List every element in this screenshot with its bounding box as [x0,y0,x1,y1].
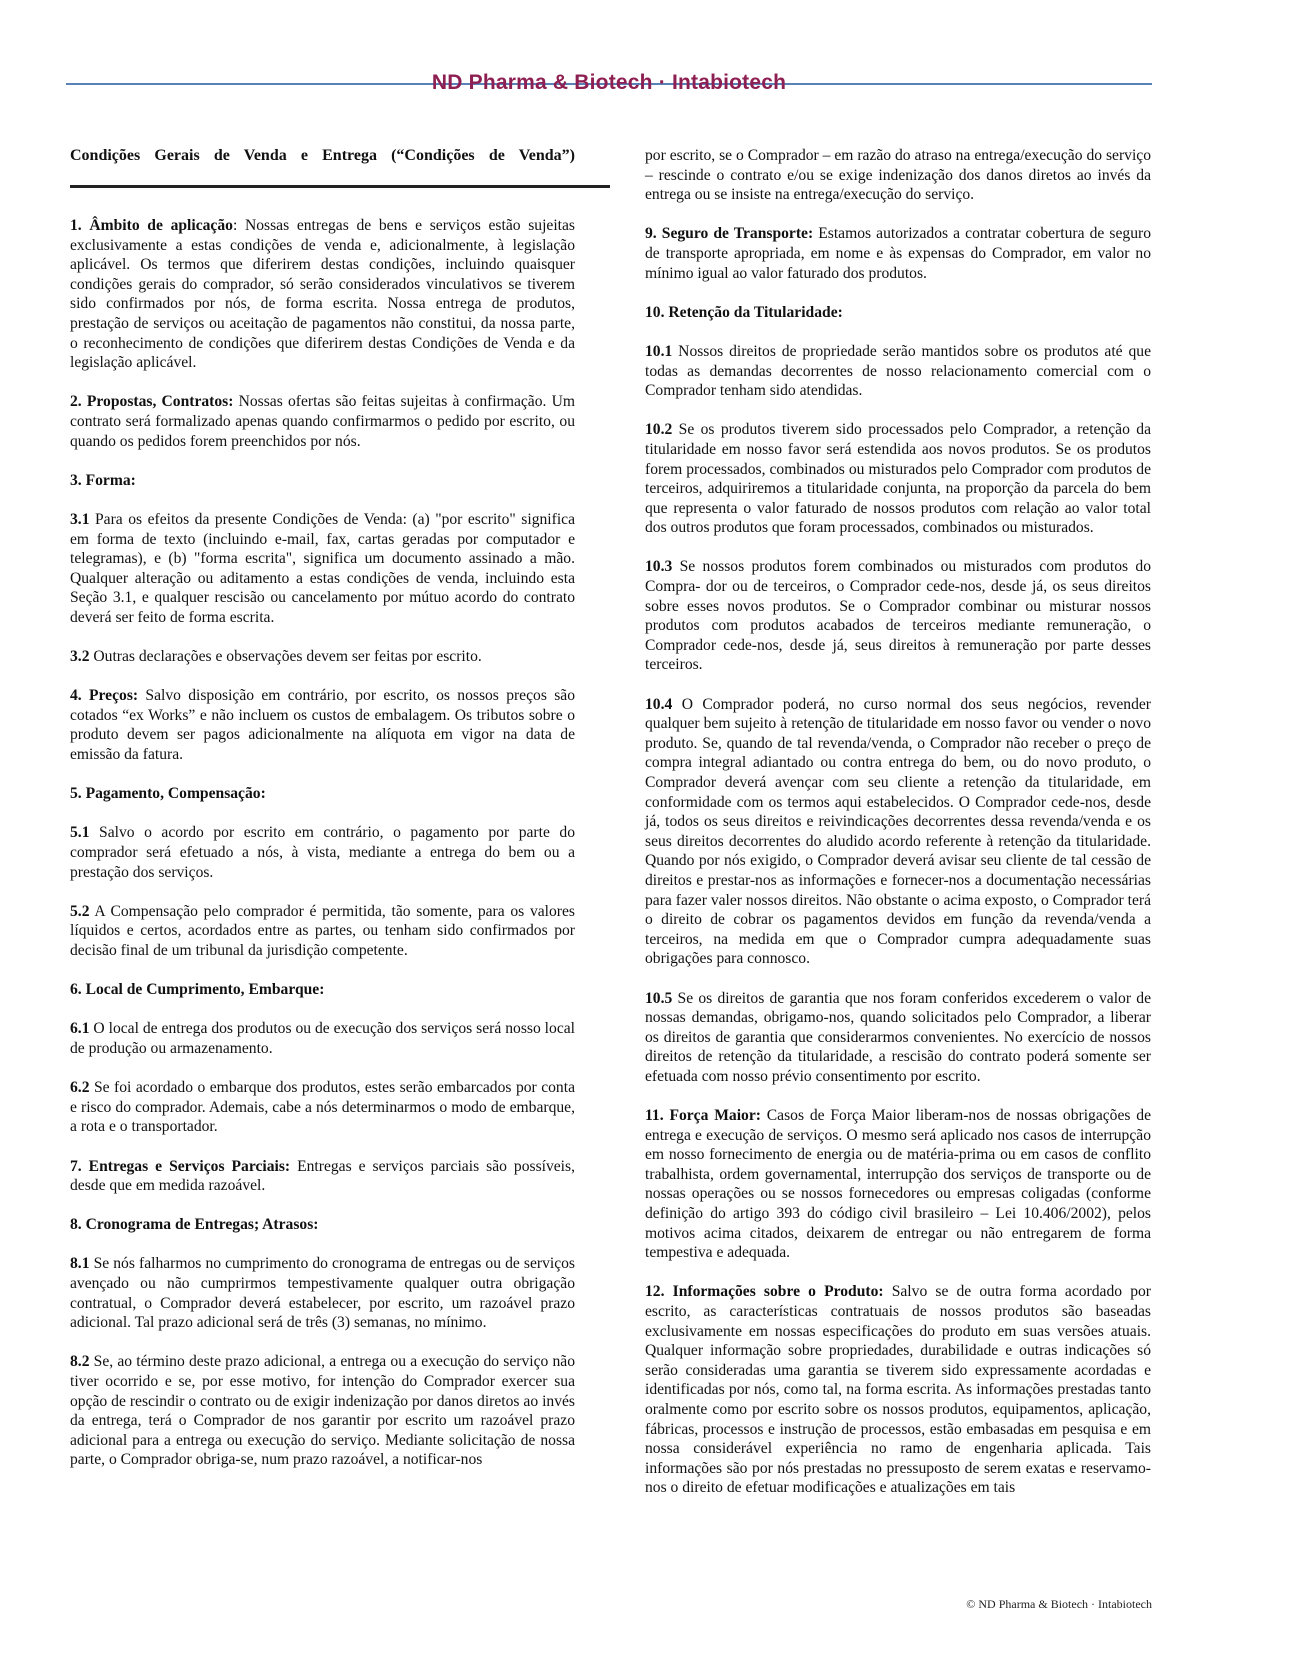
clause-label: 7. Entregas e Serviços Parciais: [70,1157,291,1175]
section-heading: 5. Pagamento, Compensação: [70,785,266,803]
clause-label: 8.1 [70,1255,90,1273]
clause-text: O local de entrega dos produtos ou de execução dos serviços será nosso local de produção ou armazenamento. [70,1020,575,1057]
clause-label: 10.4 [645,695,673,713]
clause-paragraph [645,557,1151,675]
clause-text: Se os produtos tiverem sido processados pelo Comprador, a retenção da titularidade em nosso favor será estendida aos novos produtos. Se os produtos forem processados, combinados ou misturados pelo Comprador com produtos de terceiros, adquiriremos a titularidade conjunta, na proporção da parcela do bem que representa o valor faturado de nossos produtos com relação ao valor total dos outros produtos que foram processados, combinados ou misturados. [645,421,1151,537]
document-title: Condições Gerais de Venda e Entrega (“Condições de Venda”) [70,147,575,164]
right-column [645,146,1151,1518]
clause-paragraph [70,510,575,628]
clause-label: 1. Âmbito de aplicação [70,217,233,234]
clause-label: 10.1 [645,342,673,360]
clause-text: Entregas e serviços parciais são possíveis, desde que em medida razoável. [70,1157,575,1195]
clause-text: Casos de Força Maior liberam-nos de nossas obrigações de entrega e execução de serviços. O mesmo será aplicado nos casos de interrupção em nosso fornecimento de energia ou de matéria-prima ou em casos de conflito trabalhista, ordem governamental, interrupção dos serviços de transporte ou de nossas operações ou se nossos fornecedores ou empresas coligadas (conforme definição do artigo 393 do código civil brasileiro – Lei 10.406/2002), pelos motivos acima citados, deixarem de entregar ou não entregarem de forma tempestiva e adequada. [645,1107,1151,1262]
clause-label: 4. Preços: [70,687,139,705]
clause-text: : Nossas entregas de bens e serviços estão sujeitas exclusivamente a estas condições de venda e, adicionalmente, à legislação aplicável. Os termos que diferirem destas condições, incluindo quaisquer condições gerais do comprador, só serão considerados vinculativos se tiverem sido confirmados por nós, de forma escrita. Nossa entrega de produtos, prestação de serviços ou aceitação de pagamentos não constitui, da nossa parte, o reconhecimento de condições que diferirem destas Condições de Venda e da legislação aplicável. [70,217,575,372]
clause-text: Se os direitos de garantia que nos foram conferidos excederem o valor de nossas demandas, obrigamo-nos, quando solicitados pelo Comprador, a liberar os direitos de garantia que considerarmos convenientes. No exercício de nossos direitos de retenção da titularidade, a rescisão do contrato poderá somente ser efetuada com nosso prévio consentimento por escrito. [645,989,1151,1085]
clause-text: Salvo se de outra forma acordado por escrito, as características contratuais de nossos produtos são baseadas exclusivamente em nossas especificações do produto em suas versões atuais. Qualquer informação sobre propriedades, durabilidade e outras indicações só serão consideradas uma garantia se tiverem sido expressamente acordadas e identificadas por nós, como tal, na forma escrita. As informações prestadas tanto oralmente como por escrito sobre os nossos produtos, equipamentos, aplicação, fábricas, processos e instrução de processos, estão embasadas em pesquisa e em nossa considerável experiência no ramo de engenharia aplicada. Tais informações são por nós prestadas no pressuposto de serem exatas e reservamo-nos o direito de efetuar modificações e atualizações em tais [645,1283,1151,1497]
clause-label: 2. Propostas, Contratos: [70,393,234,411]
clause-label: 3.2 [70,648,90,666]
clause-label: 6.1 [70,1020,90,1038]
clause-paragraph [70,1078,575,1137]
clause-label: 8.2 [70,1353,90,1371]
clause-label: 10.3 [645,558,673,576]
clause-label: 5.1 [70,824,90,842]
clause-text: Se nossos produtos forem combinados ou misturados com produtos do Compra- dor ou de terceiros, o Comprador cede-nos, desde já, os seus direitos sobre esses novos produtos. Se o Comprador combinar ou misturar nossos produtos com produtos acabados de terceiros mediante remuneração, o Comprador cede-nos, desde já, seus direitos à remuneração por parte desses terceiros. [645,558,1151,674]
clause-paragraph [645,420,1151,538]
clause-text: Se, ao término deste prazo adicional, a entrega ou a execução do serviço não tiver ocorrido e se, por esse motivo, for intenção do Comprador exercer sua opção de rescindir o contrato ou de exigir indenização por danos diretos ao invés da entrega, terá o Comprador de nos garantir por escrito um razoável prazo adicional para a entrega ou execução do serviço. Mediante solicitação de nossa parte, o Comprador obriga-se, num prazo razoável, a notificar-nos [70,1353,575,1469]
clause-label: 9. Seguro de Transporte: [645,225,814,243]
clause-label: 5.2 [70,902,90,920]
clause-paragraph [70,902,575,961]
clause-paragraph [70,1352,575,1470]
clause-paragraph [70,216,575,373]
clause-paragraph [645,224,1151,283]
clause-text: Para os efeitos da presente Condições de Venda: (a) "por escrito" significa em forma de texto (incluindo e-mail, fax, cartas geradas por computador e telegramas), e (b) "forma escrita", significa um documento assinado a mão. Qualquer alteração ou aditamento a estas condições de venda, incluindo esta Seção 3.1, e qualquer rescisão ou cancelamento por mútuo acordo do contrato deverá ser feito de forma escrita. [70,510,575,626]
clause-paragraph [645,989,1151,1087]
clause-text: Se nós falharmos no cumprimento do cronograma de entregas ou de serviços avençado ou não cumprirmos tempestivamente qualquer outra obrigação contratual, o Comprador deverá estabelecer, por escrito, um razoável prazo adicional. Tal prazo adicional será de três (3) semanas, no mínimo. [70,1255,575,1332]
clause-text: Nossas ofertas são feitas sujeitas à confirmação. Um contrato será formalizado apenas quando confirmarmos o pedido por escrito, ou quando os pedidos forem preenchidos por nós. [70,393,575,450]
clause-paragraph [645,1106,1151,1263]
clause-text: Se foi acordado o embarque dos produtos, estes serão embarcados por conta e risco do comprador. Ademais, cabe a nós determinarmos o modo de embarque, a rota e o transportador. [70,1079,575,1136]
clause-text: Estamos autorizados a contratar cobertura de seguro de transporte apropriada, em nome e às expensas do Comprador, em valor no mínimo igual ao valor faturado dos produtos. [645,225,1151,282]
section-heading: 10. Retenção da Titularidade: [645,303,843,321]
clause-paragraph [70,823,575,882]
clause-label: 12. Informações sobre o Produto: [645,1283,884,1301]
clause-label: 6.2 [70,1079,90,1097]
left-column [70,146,575,1490]
title-rule [70,185,610,188]
section-heading: 3. Forma: [70,471,136,489]
clause-text: Salvo disposição em contrário, por escrito, os nossos preços são cotados “ex Works” e não incluem os custos de embalagem. Os tributos sobre o produto devem ser pagos adicionalmente na alíquota em vigor na data de emissão da fatura. [70,687,575,764]
clause-label: 11. Força Maior: [645,1107,761,1125]
clause-label: 10.2 [645,421,673,439]
company-name: ND Pharma & Biotech · Intabiotech [431,71,787,94]
clause-paragraph [70,1019,575,1058]
page-header [66,68,1152,98]
clause-paragraph [645,146,1151,205]
clause-paragraph [645,342,1151,401]
clause-text: por escrito, se o Comprador – em razão do atraso na entrega/execução do serviço – rescinde o contrato e/ou se exige indenização dos danos diretos ao invés da entrega ou se insiste na entrega/execução do serviço. [645,147,1151,204]
clause-text: A Compensação pelo comprador é permitida, tão somente, para os valores líquidos e certos, acordados entre as partes, ou tenham sido confirmados por decisão final de um tribunal da jurisdição competente. [70,902,575,959]
clause-paragraph [70,1254,575,1332]
clause-text: O Comprador poderá, no curso normal dos seus negócios, revender qualquer bem sujeito à retenção de titularidade em nosso favor ou vender o novo produto. Se, quando de tal revenda/venda, o Comprador não receber o preço de compra integral adiantado ou contra entrega do bem, ou do novo produto, o Comprador deverá avençar com seu cliente a retenção da titularidade, em conformidade com os termos aqui estabelecidos. O Comprador cede-nos, desde já, todos os seus direitos e reivindicações decorrentes dessa revenda/venda e os seus direitos decorrentes do aludido acordo referente à retenção da titularidade. Quando por nós exigido, o Comprador deverá avisar seu cliente de tal cessão de direitos e prestar-nos as informações e fornecer-nos a documentação necessárias para fazer valer nossos direitos. Não obstante o acima exposto, o Comprador terá o direito de cobrar os pagamentos devidos em função da revenda/venda a terceiros, na medida em que o Comprador cumpra adequadamente suas obrigações para connosco. [645,695,1151,968]
clause-text: Nossos direitos de propriedade serão mantidos sobre os produtos até que todas as demandas decorrentes de nosso relacionamento comercial com o Comprador tenham sido atendidas. [645,342,1151,400]
footer-copyright: © ND Pharma & Biotech · Intabiotech [966,1597,1152,1611]
clause-paragraph [70,1157,575,1196]
clause-paragraph [70,392,575,451]
section-heading: 8. Cronograma de Entregas; Atrasos: [70,1216,319,1234]
clause-paragraph [70,686,575,764]
clause-paragraph [645,1282,1151,1498]
section-heading: 6. Local de Cumprimento, Embarque: [70,981,325,999]
clause-text: Outras declarações e observações devem ser feitas por escrito. [89,648,482,666]
left-column-content [70,216,575,1470]
clause-text: Salvo o acordo por escrito em contrário, o pagamento por parte do comprador será efetuado a nós, à vista, mediante a entrega do bem ou a prestação dos serviços. [70,824,575,881]
right-column-content [645,146,1151,1498]
clause-label: 3.1 [70,510,90,528]
clause-paragraph [645,695,1151,969]
clause-paragraph [70,647,575,667]
clause-label: 10.5 [645,989,673,1007]
